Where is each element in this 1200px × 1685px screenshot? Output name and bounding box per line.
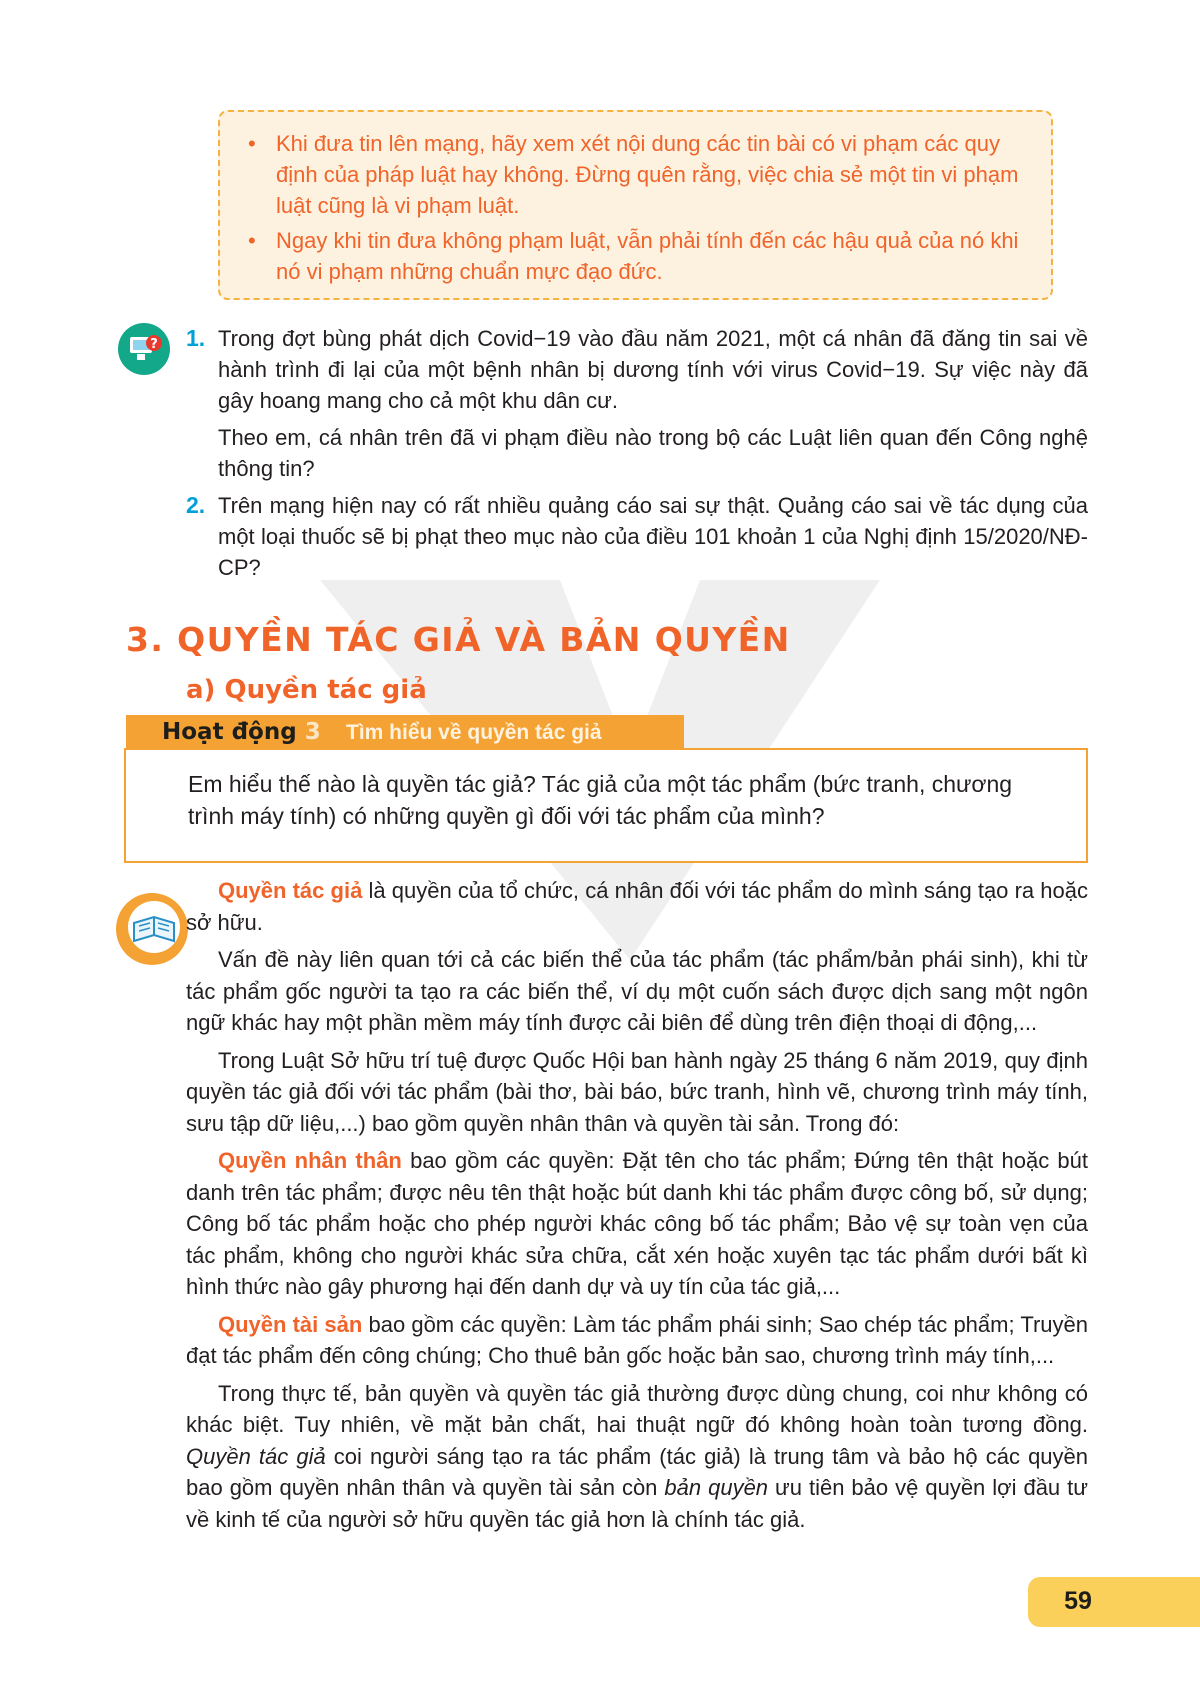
note-list [248, 128, 1023, 287]
page-number-tab [1028, 1577, 1200, 1627]
activity-label-text: Hoạt động [162, 719, 297, 745]
activity-header [126, 715, 684, 751]
question-item [186, 323, 1088, 484]
paragraph [186, 1378, 1088, 1536]
question-text: Trong đợt bùng phát dịch Covid−19 vào đầu năm 2021, một cá nhân đã đăng tin sai về hành trình đi lại của một bệnh nhân bị dương tính với virus Covid−19. Sự việc này đã gây hoang mang cho cả một khu dân cư. [218, 326, 1088, 413]
term-highlight: Quyền nhân thân [218, 1148, 402, 1173]
note-text: Ngay khi tin đưa không phạm luật, vẫn phải tính đến các hậu quả của nó khi nó vi phạm những chuẩn mực đạo đức. [276, 228, 1019, 284]
italic-term: bản quyền [664, 1475, 769, 1500]
activity-text: Em hiểu thế nào là quyền tác giả? Tác giả của một tác phẩm (bức tranh, chương trình máy tính) có những quyền gì đối với tác phẩm của mình? [188, 771, 1013, 829]
paragraph [186, 875, 1088, 938]
question-item [186, 490, 1088, 583]
body-text [186, 875, 1088, 1541]
subsection-heading: a) Quyền tác giả [186, 675, 427, 705]
question-text: Trên mạng hiện nay có rất nhiều quảng cáo sai sự thật. Quảng cáo sai về tác dụng của một loại thuốc sẽ bị phạt theo mục nào của điều 101 khoản 1 của Nghị định 15/2020/NĐ-CP? [218, 493, 1088, 580]
page-number: 59 [1064, 1587, 1092, 1615]
paragraph: Trong Luật Sở hữu trí tuệ được Quốc Hội ban hành ngày 25 tháng 6 năm 2019, quy định quyền tác giả đối với tác phẩm (bài thơ, bài báo, bức tranh, hình vẽ, chương trình máy tính, sưu tập dữ liệu,...) bao gồm quyền nhân thân và quyền tài sản. Trong đó: [186, 1047, 1088, 1136]
activity-label [162, 719, 321, 745]
activity-title: Tìm hiểu về quyền tác giả [346, 721, 602, 744]
term-highlight: Quyền tác giả [218, 878, 363, 903]
note-item [248, 225, 1023, 287]
question-list [186, 323, 1088, 589]
note-text: Khi đưa tin lên mạng, hãy xem xét nội dung các tin bài có vi phạm các quy định của pháp luật hay không. Đừng quên rằng, việc chia sẻ một tin vi phạm luật cũng là vi phạm luật. [276, 131, 1019, 218]
paragraph-text: bao gồm các quyền: Làm tác phẩm phái sinh; Sao chép tác phẩm; Truyền đạt tác phẩm đến công chúng; Cho thuê bản gốc hoặc bản sao, chương trình máy tính,... [186, 1311, 1088, 1368]
question-number: 1. [186, 325, 206, 351]
section-heading: 3. QUYỀN TÁC GIẢ VÀ BẢN QUYỀN [126, 620, 791, 659]
paragraph-text: ưu tiên bảo vệ quyền lợi đầu tư về kinh tế của người sở hữu quyền tác giả hơn là chính tác giả. [186, 1475, 1088, 1532]
note-box [218, 110, 1053, 300]
paragraph: Vấn đề này liên quan tới cả các biến thể của tác phẩm (tác phẩm/bản phái sinh), khi từ tác phẩm gốc người ta tạo ra các biến thể, ví dụ một cuốn sách được dịch sang một ngôn ngữ khác hay một phần mềm máy tính được cải biên để dùng trên điện thoại di động,... [186, 947, 1088, 1035]
bullet-icon: • [248, 131, 256, 156]
bullet-icon: • [248, 228, 256, 253]
paragraph [186, 1309, 1088, 1372]
question-number: 2. [186, 492, 206, 518]
paragraph-text: là quyền của tổ chức, cá nhân đối với tác phẩm do mình sáng tạo ra hoặc sở hữu. [186, 878, 1088, 935]
question-text: Theo em, cá nhân trên đã vi phạm điều nào trong bộ các Luật liên quan đến Công nghệ thông tin? [218, 425, 1088, 481]
svg-text:?: ? [150, 337, 158, 352]
paragraph [186, 1145, 1088, 1303]
question-computer-icon [118, 323, 170, 375]
paragraph-text: coi người sáng tạo ra tác phẩm (tác giả) là trung tâm và bảo hộ các quyền bao gồm quyền nhân thân và quyền tài sản còn [186, 1443, 1089, 1500]
paragraph-text: Trong thực tế, bản quyền và quyền tác giả thường được dùng chung, coi như không có khác biệt. Tuy nhiên, về mặt bản chất, hai thuật ngữ đó không hoàn toàn tương đồng. [186, 1380, 1088, 1437]
note-item [248, 128, 1023, 221]
activity-number: 3 [304, 719, 321, 745]
term-highlight: Quyền tài sản [218, 1311, 363, 1337]
paragraph-text: bao gồm các quyền: Đặt tên cho tác phẩm; Đứng tên thật hoặc bút danh trên tác phẩm; được nêu tên thật hoặc bút danh khi tác phẩm được công bố, sử dụng; Công bố tác phẩm hoặc cho phép người khác công bố tác phẩm; Bảo vệ sự toàn vẹn của tác phẩm, không cho người khác sửa chữa, cắt xén hoặc xuyên tạc tác phẩm dưới bất kì hình thức nào gây phương hại đến danh dự và uy tín của tác giả,... [186, 1148, 1088, 1299]
italic-term: Quyền tác giả [186, 1443, 326, 1469]
book-icon [116, 893, 188, 965]
activity-box [124, 748, 1088, 863]
